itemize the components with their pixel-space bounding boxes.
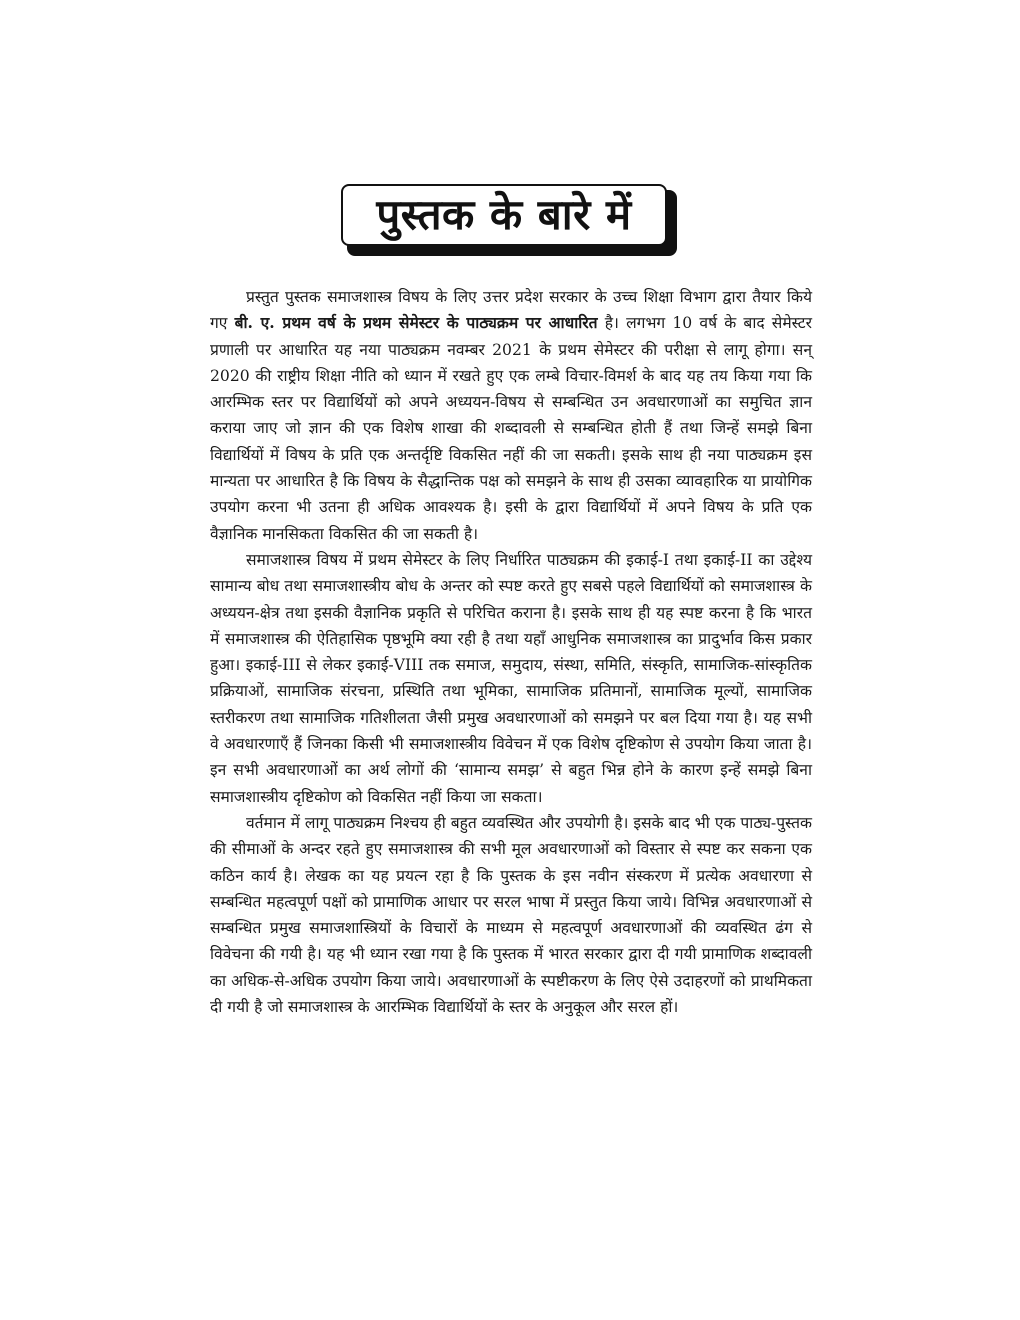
paragraph-1-emphasis: बी. ए. प्रथम वर्ष के प्रथम सेमेस्टर के पाठ्यक्रम पर आधारित — [234, 313, 598, 333]
paragraph-1-rest: है। लगभग 10 वर्ष के बाद सेमेस्टर प्रणाली पर आधारित यह नया पाठ्यक्रम नवम्बर 2021 के प्रथम सेमेस्टर की परीक्षा से लागू होगा। सन् 2020 की राष्ट्रीय शिक्षा नीति को ध्यान में रखते हुए एक लम्बे विचार-विमर्श के बाद यह तय किया गया कि आरम्भिक स्तर पर विद्यार्थियों को अपने अध्ययन-विषय से सम्बन्धित उन अवधारणाओं का समुचित ज्ञान कराया जाए जो ज्ञान की एक विशेष शाखा की शब्दावली से सम्बन्धित होती हैं तथा जिन्हें समझे बिना विद्यार्थियों में विषय के प्रति एक अन्तर्दृष्टि विकसित नहीं की जा सकती। इसके साथ ही नया पाठ्यक्रम इस मान्यता पर आधारित है कि विषय के सैद्धान्तिक पक्ष को समझने के साथ ही उसका व्यावहारिक या प्रायोगिक उपयोग करना भी उतना ही अधिक आवश्यक है। इसी के द्वारा विद्यार्थियों में अपने विषय के प्रति एक वैज्ञानिक मानसिकता विकसित की जा सकती है। — [210, 314, 812, 543]
page-title: पुस्तक के बारे में — [376, 190, 632, 239]
title-frame — [341, 184, 677, 256]
paragraph-3: वर्तमान में लागू पाठ्यक्रम निश्चय ही बहुत व्यवस्थित और उपयोगी है। इसके बाद भी एक पाठ्य-पुस्तक की सीमाओं के अन्दर रहते हुए समाजशास्त्र की सभी मूल अवधारणाओं को विस्तार से स्पष्ट कर सकना एक कठिन कार्य है। लेखक का यह प्रयत्न रहा है कि पुस्तक के इस नवीन संस्करण में प्रत्येक अवधारणा से सम्बन्धित महत्वपूर्ण पक्षों को प्रामाणिक आधार पर सरल भाषा में प्रस्तुत किया जाये। विभिन्न अवधारणाओं से सम्बन्धित प्रमुख समाजशास्त्रियों के विचारों के माध्यम से महत्वपूर्ण अवधारणाओं की व्यवस्थित ढंग से विवेचना की गयी है। यह भी ध्यान रखा गया है कि पुस्तक में भारत सरकार द्वारा दी गयी प्रामाणिक शब्दावली का अधिक-से-अधिक उपयोग किया जाये। अवधारणाओं के स्पष्टीकरण के लिए ऐसे उदाहरणों को प्राथमिकता दी गयी है जो समाजशास्त्र के आरम्भिक विद्यार्थियों के स्तर के अनुकूल और सरल हों। — [210, 813, 812, 1017]
body-text — [210, 284, 812, 1020]
paragraph-2: समाजशास्त्र विषय में प्रथम सेमेस्टर के लिए निर्धारित पाठ्यक्रम की इकाई-I तथा इकाई-II का उद्देश्य सामान्य बोध तथा समाजशास्त्रीय बोध के अन्तर को स्पष्ट करते हुए सबसे पहले विद्यार्थियों को समाजशास्त्र के अध्ययन-क्षेत्र तथा इसकी वैज्ञानिक प्रकृति से परिचित कराना है। इसके साथ ही यह स्पष्ट करना है कि भारत में समाजशास्त्र की ऐतिहासिक पृष्ठभूमि क्या रही है तथा यहाँ आधुनिक समाजशास्त्र का प्रादुर्भाव किस प्रकार हुआ। इकाई-III से लेकर इकाई-VIII तक समाज, समुदाय, संस्था, समिति, संस्कृति, सामाजिक-सांस्कृतिक प्रक्रियाओं, सामाजिक संरचना, प्रस्थिति तथा भूमिका, सामाजिक प्रतिमानों, सामाजिक मूल्यों, सामाजिक स्तरीकरण तथा सामाजिक गतिशीलता जैसी प्रमुख अवधारणाओं को समझने पर बल दिया गया है। यह सभी वे अवधारणाएँ हैं जिनका किसी भी समाजशास्त्रीय विवेचन में एक विशेष दृष्टिकोण से उपयोग किया जाता है। इन सभी अवधारणाओं का अर्थ लोगों की ‘सामान्य समझ’ से बहुत भिन्न होने के कारण इन्हें समझे बिना समाजशास्त्रीय दृष्टिकोण को विकसित नहीं किया जा सकता। — [210, 550, 812, 806]
paragraph-1-intro: प्रस्तुत पुस्तक समाजशास्त्र विषय के लिए उत्तर प्रदेश सरकार के उच्च शिक्षा विभाग द्वारा तैयार किये गए — [210, 288, 812, 333]
paragraph-1 — [210, 284, 812, 547]
title-box — [341, 184, 667, 246]
